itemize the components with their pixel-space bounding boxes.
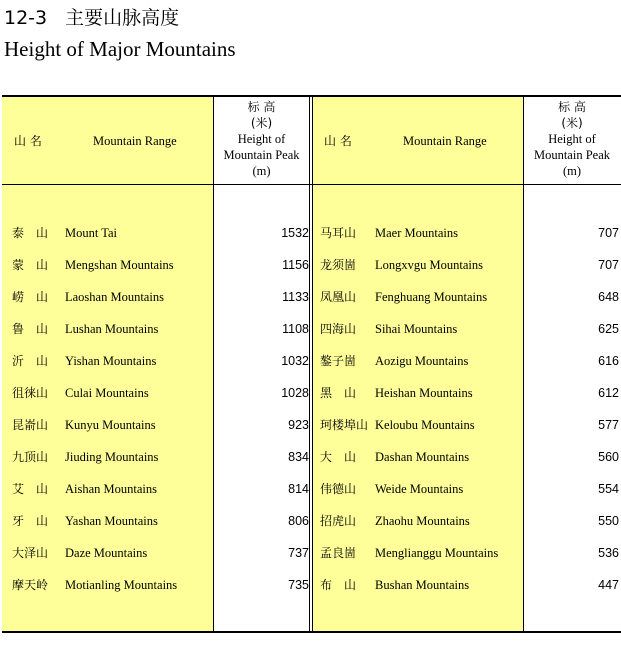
mountain-height: 554 bbox=[598, 482, 619, 496]
divider-middle-a bbox=[309, 97, 310, 631]
header-height-en-2: Mountain Peak bbox=[223, 148, 300, 162]
header-name-cn-right: 山 名 bbox=[324, 134, 352, 148]
mountain-height: 612 bbox=[598, 386, 619, 400]
mountain-name-en: Lushan Mountains bbox=[65, 322, 159, 336]
mountain-height: 1532 bbox=[281, 226, 309, 240]
mountain-name-en: Jiuding Mountains bbox=[65, 450, 159, 464]
mountain-name-en: Weide Mountains bbox=[375, 482, 464, 496]
mountain-name-cn: 大 山 bbox=[320, 450, 357, 464]
mountain-name-cn: 马耳山 bbox=[320, 226, 357, 240]
mountain-height: 625 bbox=[598, 322, 619, 336]
mountain-name-cn: 招虎山 bbox=[320, 514, 357, 528]
mountain-name-cn: 泰 山 bbox=[12, 226, 49, 240]
mountain-name-cn: 九顶山 bbox=[12, 450, 49, 464]
mountain-name-cn: 凤凰山 bbox=[320, 290, 357, 304]
mountain-name-en: Menglianggu Mountains bbox=[375, 546, 499, 560]
mountain-name-cn: 四海山 bbox=[320, 322, 357, 336]
mountain-name-cn: 艾 山 bbox=[12, 482, 49, 496]
mountain-name-en: Yishan Mountains bbox=[65, 354, 157, 368]
mountain-name-cn: 摩天岭 bbox=[12, 578, 49, 592]
header-height-en-2: Mountain Peak bbox=[533, 148, 611, 162]
mountain-height: 707 bbox=[598, 226, 619, 240]
header-height-en-1: Height of bbox=[548, 132, 596, 146]
mountain-name-en: Daze Mountains bbox=[65, 546, 148, 560]
mountain-height: 1133 bbox=[282, 290, 309, 304]
mountain-height: 1108 bbox=[282, 322, 309, 336]
mountain-height: 577 bbox=[598, 418, 619, 432]
table-bottom-rule bbox=[2, 631, 621, 633]
mountain-name-en: Laoshan Mountains bbox=[65, 290, 164, 304]
mountain-name-en: Culai Mountains bbox=[65, 386, 149, 400]
mountain-name-cn: 黑 山 bbox=[320, 386, 357, 400]
mountain-name-en: Dashan Mountains bbox=[375, 450, 470, 464]
mountain-name-en: Aozigu Mountains bbox=[375, 354, 469, 368]
mountain-name-cn: 沂 山 bbox=[12, 354, 49, 368]
divider-middle-b bbox=[312, 97, 313, 631]
mountain-height: 923 bbox=[288, 418, 309, 432]
mountain-height: 1032 bbox=[281, 354, 309, 368]
mountain-height: 1028 bbox=[281, 386, 309, 400]
header-height-en-unit: (m) bbox=[562, 164, 582, 178]
mountain-height: 560 bbox=[598, 450, 619, 464]
mountain-height: 550 bbox=[598, 514, 619, 528]
header-height-en-1: Height of bbox=[237, 132, 286, 146]
mountain-height: 536 bbox=[598, 546, 619, 560]
mountain-height: 707 bbox=[598, 258, 619, 272]
mountain-name-cn: 鏊子崮 bbox=[320, 354, 357, 368]
mountain-name-en: Fenghuang Mountains bbox=[375, 290, 488, 304]
header-height-cn: 标 高 bbox=[558, 100, 586, 114]
mountain-name-en: Keloubu Mountains bbox=[375, 418, 475, 432]
mountain-height: 806 bbox=[288, 514, 309, 528]
header-height-right bbox=[524, 99, 620, 179]
mountain-name-cn: 孟良崮 bbox=[320, 546, 357, 560]
mountain-name-cn: 崂 山 bbox=[12, 290, 49, 304]
title-cn-text: 主要山脉高度 bbox=[65, 7, 180, 29]
mountain-name-en: Aishan Mountains bbox=[65, 482, 158, 496]
header-range-en-right: Mountain Range bbox=[403, 134, 487, 148]
mountain-name-en: Kunyu Mountains bbox=[65, 418, 156, 432]
table-number: 12-3 bbox=[4, 7, 48, 29]
mountain-name-en: Bushan Mountains bbox=[375, 578, 470, 592]
mountain-name-en: Mengshan Mountains bbox=[65, 258, 174, 272]
mountain-name-en: Longxvgu Mountains bbox=[375, 258, 483, 272]
mountain-name-cn: 徂徕山 bbox=[12, 386, 49, 400]
mountain-name-en: Sihai Mountains bbox=[375, 322, 458, 336]
header-height-left bbox=[214, 99, 309, 179]
mountain-height: 814 bbox=[288, 482, 309, 496]
mountain-height: 834 bbox=[288, 450, 309, 464]
mountain-height: 737 bbox=[288, 546, 309, 560]
mountain-name-cn: 蒙 山 bbox=[12, 258, 49, 272]
mountain-name-cn: 龙须崮 bbox=[320, 258, 357, 272]
mountain-name-cn: 鲁 山 bbox=[12, 322, 49, 336]
mountain-height: 735 bbox=[288, 578, 309, 592]
mountain-height: 648 bbox=[598, 290, 619, 304]
page-title-cn bbox=[4, 6, 179, 30]
mountain-name-en: Heishan Mountains bbox=[375, 386, 473, 400]
mountain-name-en: Maer Mountains bbox=[375, 226, 458, 240]
header-height-cn-unit: (米) bbox=[561, 116, 583, 130]
page-title-en: Height of Major Mountains bbox=[4, 37, 236, 61]
mountain-name-cn: 牙 山 bbox=[12, 514, 49, 528]
header-range-en-left: Mountain Range bbox=[93, 134, 177, 148]
mountain-name-en: Yashan Mountains bbox=[65, 514, 158, 528]
mountain-name-cn: 大泽山 bbox=[12, 546, 49, 560]
mountain-name-cn: 昆嵛山 bbox=[12, 418, 49, 432]
mountain-name-en: Mount Tai bbox=[65, 226, 118, 240]
mountain-name-en: Zhaohu Mountains bbox=[375, 514, 470, 528]
mountain-name-cn: 布 山 bbox=[320, 578, 357, 592]
mountain-height: 1156 bbox=[282, 258, 309, 272]
mountain-height: 616 bbox=[598, 354, 619, 368]
mountain-name-cn: 珂楼埠山 bbox=[320, 418, 369, 432]
header-name-cn-left: 山 名 bbox=[14, 134, 42, 148]
mountain-height: 447 bbox=[598, 578, 619, 592]
header-height-cn: 标 高 bbox=[247, 100, 276, 114]
mountain-name-en: Motianling Mountains bbox=[65, 578, 178, 592]
header-height-en-unit: (m) bbox=[252, 164, 271, 178]
header-height-cn-unit: (米) bbox=[250, 116, 273, 130]
mountain-name-cn: 伟德山 bbox=[320, 482, 357, 496]
